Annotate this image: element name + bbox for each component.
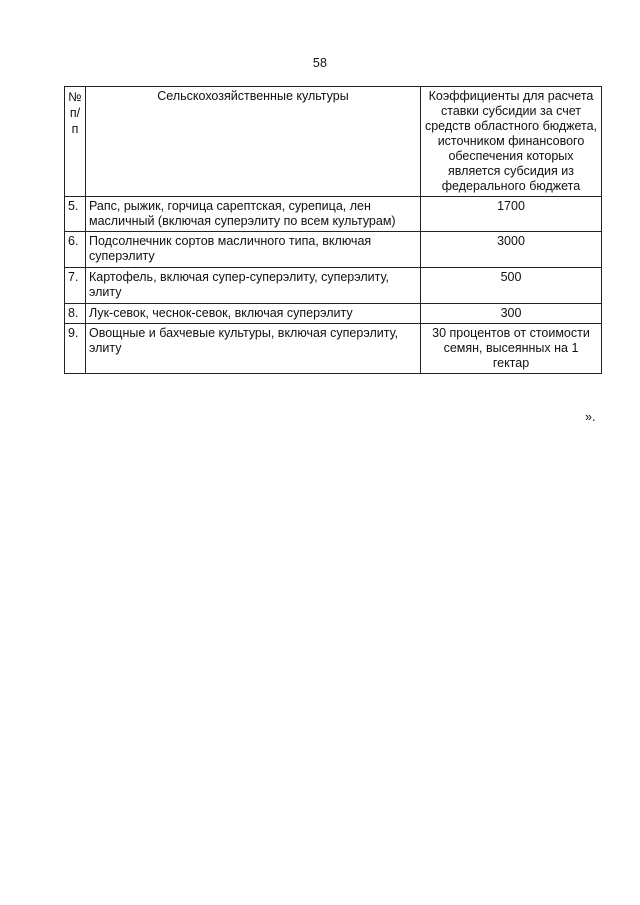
row-number: 8. <box>65 304 86 324</box>
header-row-number: № п/ п <box>65 87 86 197</box>
row-number: 6. <box>65 232 86 268</box>
table-header-row <box>65 87 602 197</box>
table-row <box>65 324 602 374</box>
closing-quote-mark: ». <box>585 410 596 424</box>
coefficient-value: 30 процентов от стоимости семян, высеянных на 1 гектар <box>421 324 602 374</box>
crop-name: Рапс, рыжик, горчица сарептская, сурепица, лен масличный (включая суперэлиту по всем культурам) <box>86 197 421 232</box>
table-row <box>65 268 602 304</box>
coefficient-value: 500 <box>421 268 602 304</box>
subsidy-coefficients-table <box>64 86 602 374</box>
crop-name: Овощные и бахчевые культуры, включая суперэлиту, элиту <box>86 324 421 374</box>
row-number: 9. <box>65 324 86 374</box>
coefficient-value: 1700 <box>421 197 602 232</box>
coefficient-value: 3000 <box>421 232 602 268</box>
coefficient-value: 300 <box>421 304 602 324</box>
table-row <box>65 232 602 268</box>
page-number: 58 <box>312 56 328 70</box>
crop-name: Картофель, включая супер-суперэлиту, суперэлиту, элиту <box>86 268 421 304</box>
header-coefficients: Коэффициенты для расчета ставки субсидии за счет средств областного бюджета, источником финансового обеспечения которых является субсидия из федерального бюджета <box>421 87 602 197</box>
table-row <box>65 197 602 232</box>
header-crops: Сельскохозяйственные культуры <box>86 87 421 197</box>
crop-name: Лук-севок, чеснок-севок, включая суперэлиту <box>86 304 421 324</box>
row-number: 7. <box>65 268 86 304</box>
crop-name: Подсолнечник сортов масличного типа, включая суперэлиту <box>86 232 421 268</box>
row-number: 5. <box>65 197 86 232</box>
table-row <box>65 304 602 324</box>
